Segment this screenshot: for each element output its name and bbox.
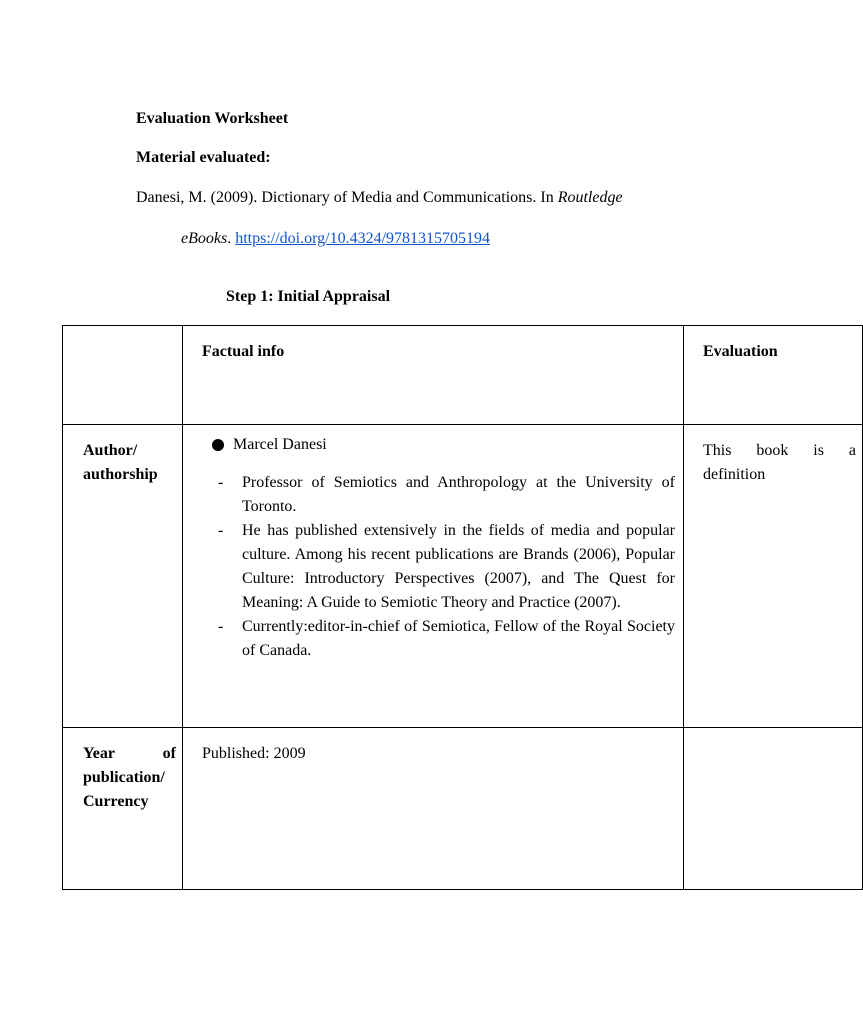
list-item [202, 471, 675, 519]
bullet-item [212, 433, 675, 457]
citation-line-1 [136, 189, 623, 207]
row-eval-year [684, 728, 863, 890]
header-evaluation: Evaluation [684, 326, 863, 425]
header-factual-info: Factual info [183, 326, 684, 425]
row-info-author [183, 425, 684, 728]
row-label-year: Year of publication/ Currency [63, 728, 183, 890]
table-header-row [63, 326, 863, 425]
header-cell-empty [63, 326, 183, 425]
citation-text: Danesi, M. (2009). Dictionary of Media and Communications. In [136, 189, 558, 206]
list-item [202, 519, 675, 615]
citation-punct: . [227, 230, 236, 247]
bullet-text: Marcel Danesi [233, 436, 327, 453]
list-item-text: He has published extensively in the fields of media and popular culture. Among his recent publications are Brands (2006), Popular Culture: Introductory Perspectives (2007), and The Quest for Meaning: A Guide to Semiotic Theory and Practice (2007). [242, 522, 675, 611]
dash-icon: - [218, 618, 224, 635]
citation-line-2 [181, 230, 490, 248]
appraisal-table [62, 325, 863, 890]
citation-publisher-cont: eBooks [181, 230, 228, 247]
table-row [63, 425, 863, 728]
dash-icon: - [218, 474, 224, 491]
row-label-author: Author/ authorship [63, 425, 183, 728]
list-item-text: Professor of Semiotics and Anthropology at the University of Toronto. [242, 474, 675, 515]
dash-list [202, 471, 675, 663]
citation-publisher: Routledge [557, 189, 623, 206]
bullet-icon [212, 439, 224, 451]
doi-link[interactable]: https://doi.org/10.4324/9781315705194 [235, 230, 491, 247]
list-item-text: Currently:editor-in-chief of Semiotica, Fellow of the Royal Society of Canada. [242, 618, 675, 659]
dash-icon: - [218, 522, 224, 539]
worksheet-title: Evaluation Worksheet [136, 110, 289, 127]
material-evaluated-label: Material evaluated: [136, 149, 271, 166]
table-row [63, 728, 863, 890]
row-info-year: Published: 2009 [183, 728, 684, 890]
step-heading: Step 1: Initial Appraisal [226, 288, 391, 305]
appraisal-table-wrapper [62, 325, 856, 891]
list-item [202, 615, 675, 663]
row-eval-author: This book is a definition [684, 425, 863, 728]
